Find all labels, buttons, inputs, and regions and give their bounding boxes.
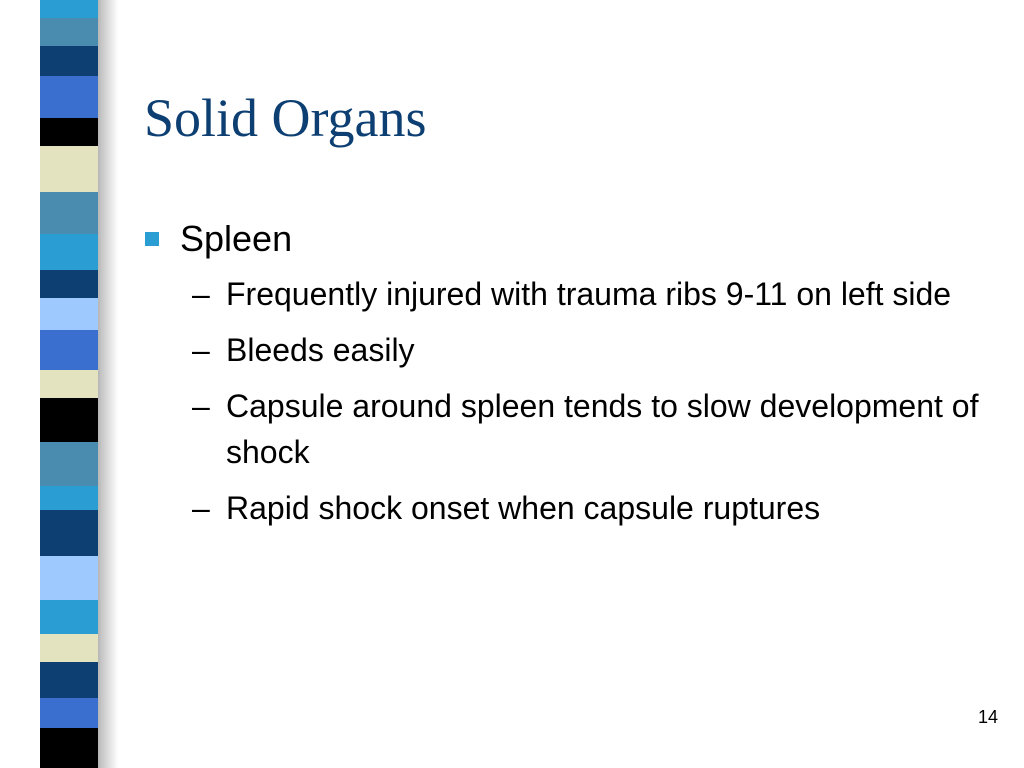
slide-body	[144, 213, 994, 541]
sub-bullet-text: Rapid shock onset when capsule ruptures	[226, 490, 821, 526]
sub-bullet-item	[144, 271, 986, 317]
stripe-block	[40, 330, 98, 370]
stripe-block	[40, 370, 98, 398]
bullet-item	[144, 213, 994, 265]
bullet-text: Spleen	[180, 218, 293, 259]
stripe-block	[40, 634, 98, 662]
stripe-block	[40, 76, 98, 118]
decorative-stripe	[40, 0, 98, 768]
stripe-block	[40, 600, 98, 634]
sub-bullet-text: Capsule around spleen tends to slow development of shock	[226, 388, 979, 470]
dash-bullet-icon: –	[192, 388, 210, 424]
sub-bullet-text: Bleeds easily	[226, 332, 415, 368]
stripe-block	[40, 46, 98, 76]
slide-title: Solid Organs	[144, 88, 427, 148]
stripe-block	[40, 662, 98, 698]
sub-bullet-item	[144, 383, 986, 475]
stripe-block	[40, 192, 98, 234]
stripe-block	[40, 18, 98, 46]
stripe-block	[40, 698, 98, 728]
square-bullet-icon	[145, 232, 159, 246]
stripe-block	[40, 728, 98, 768]
stripe-block	[40, 146, 98, 192]
sub-bullet-text: Frequently injured with trauma ribs 9-11 on left side	[226, 276, 952, 312]
stripe-block	[40, 398, 98, 442]
stripe-block	[40, 486, 98, 510]
sub-bullet-item	[144, 327, 986, 373]
stripe-block	[40, 510, 98, 556]
dash-bullet-icon: –	[192, 276, 210, 312]
stripe-block	[40, 234, 98, 270]
sub-bullet-item	[144, 485, 986, 531]
stripe-block	[40, 556, 98, 600]
stripe-block	[40, 118, 98, 146]
stripe-block	[40, 298, 98, 330]
dash-bullet-icon: –	[192, 490, 210, 526]
stripe-block	[40, 442, 98, 486]
sub-bullet-list	[144, 271, 994, 531]
stripe-block	[40, 270, 98, 298]
dash-bullet-icon: –	[192, 332, 210, 368]
stripe-block	[40, 0, 98, 18]
page-number: 14	[977, 707, 998, 727]
